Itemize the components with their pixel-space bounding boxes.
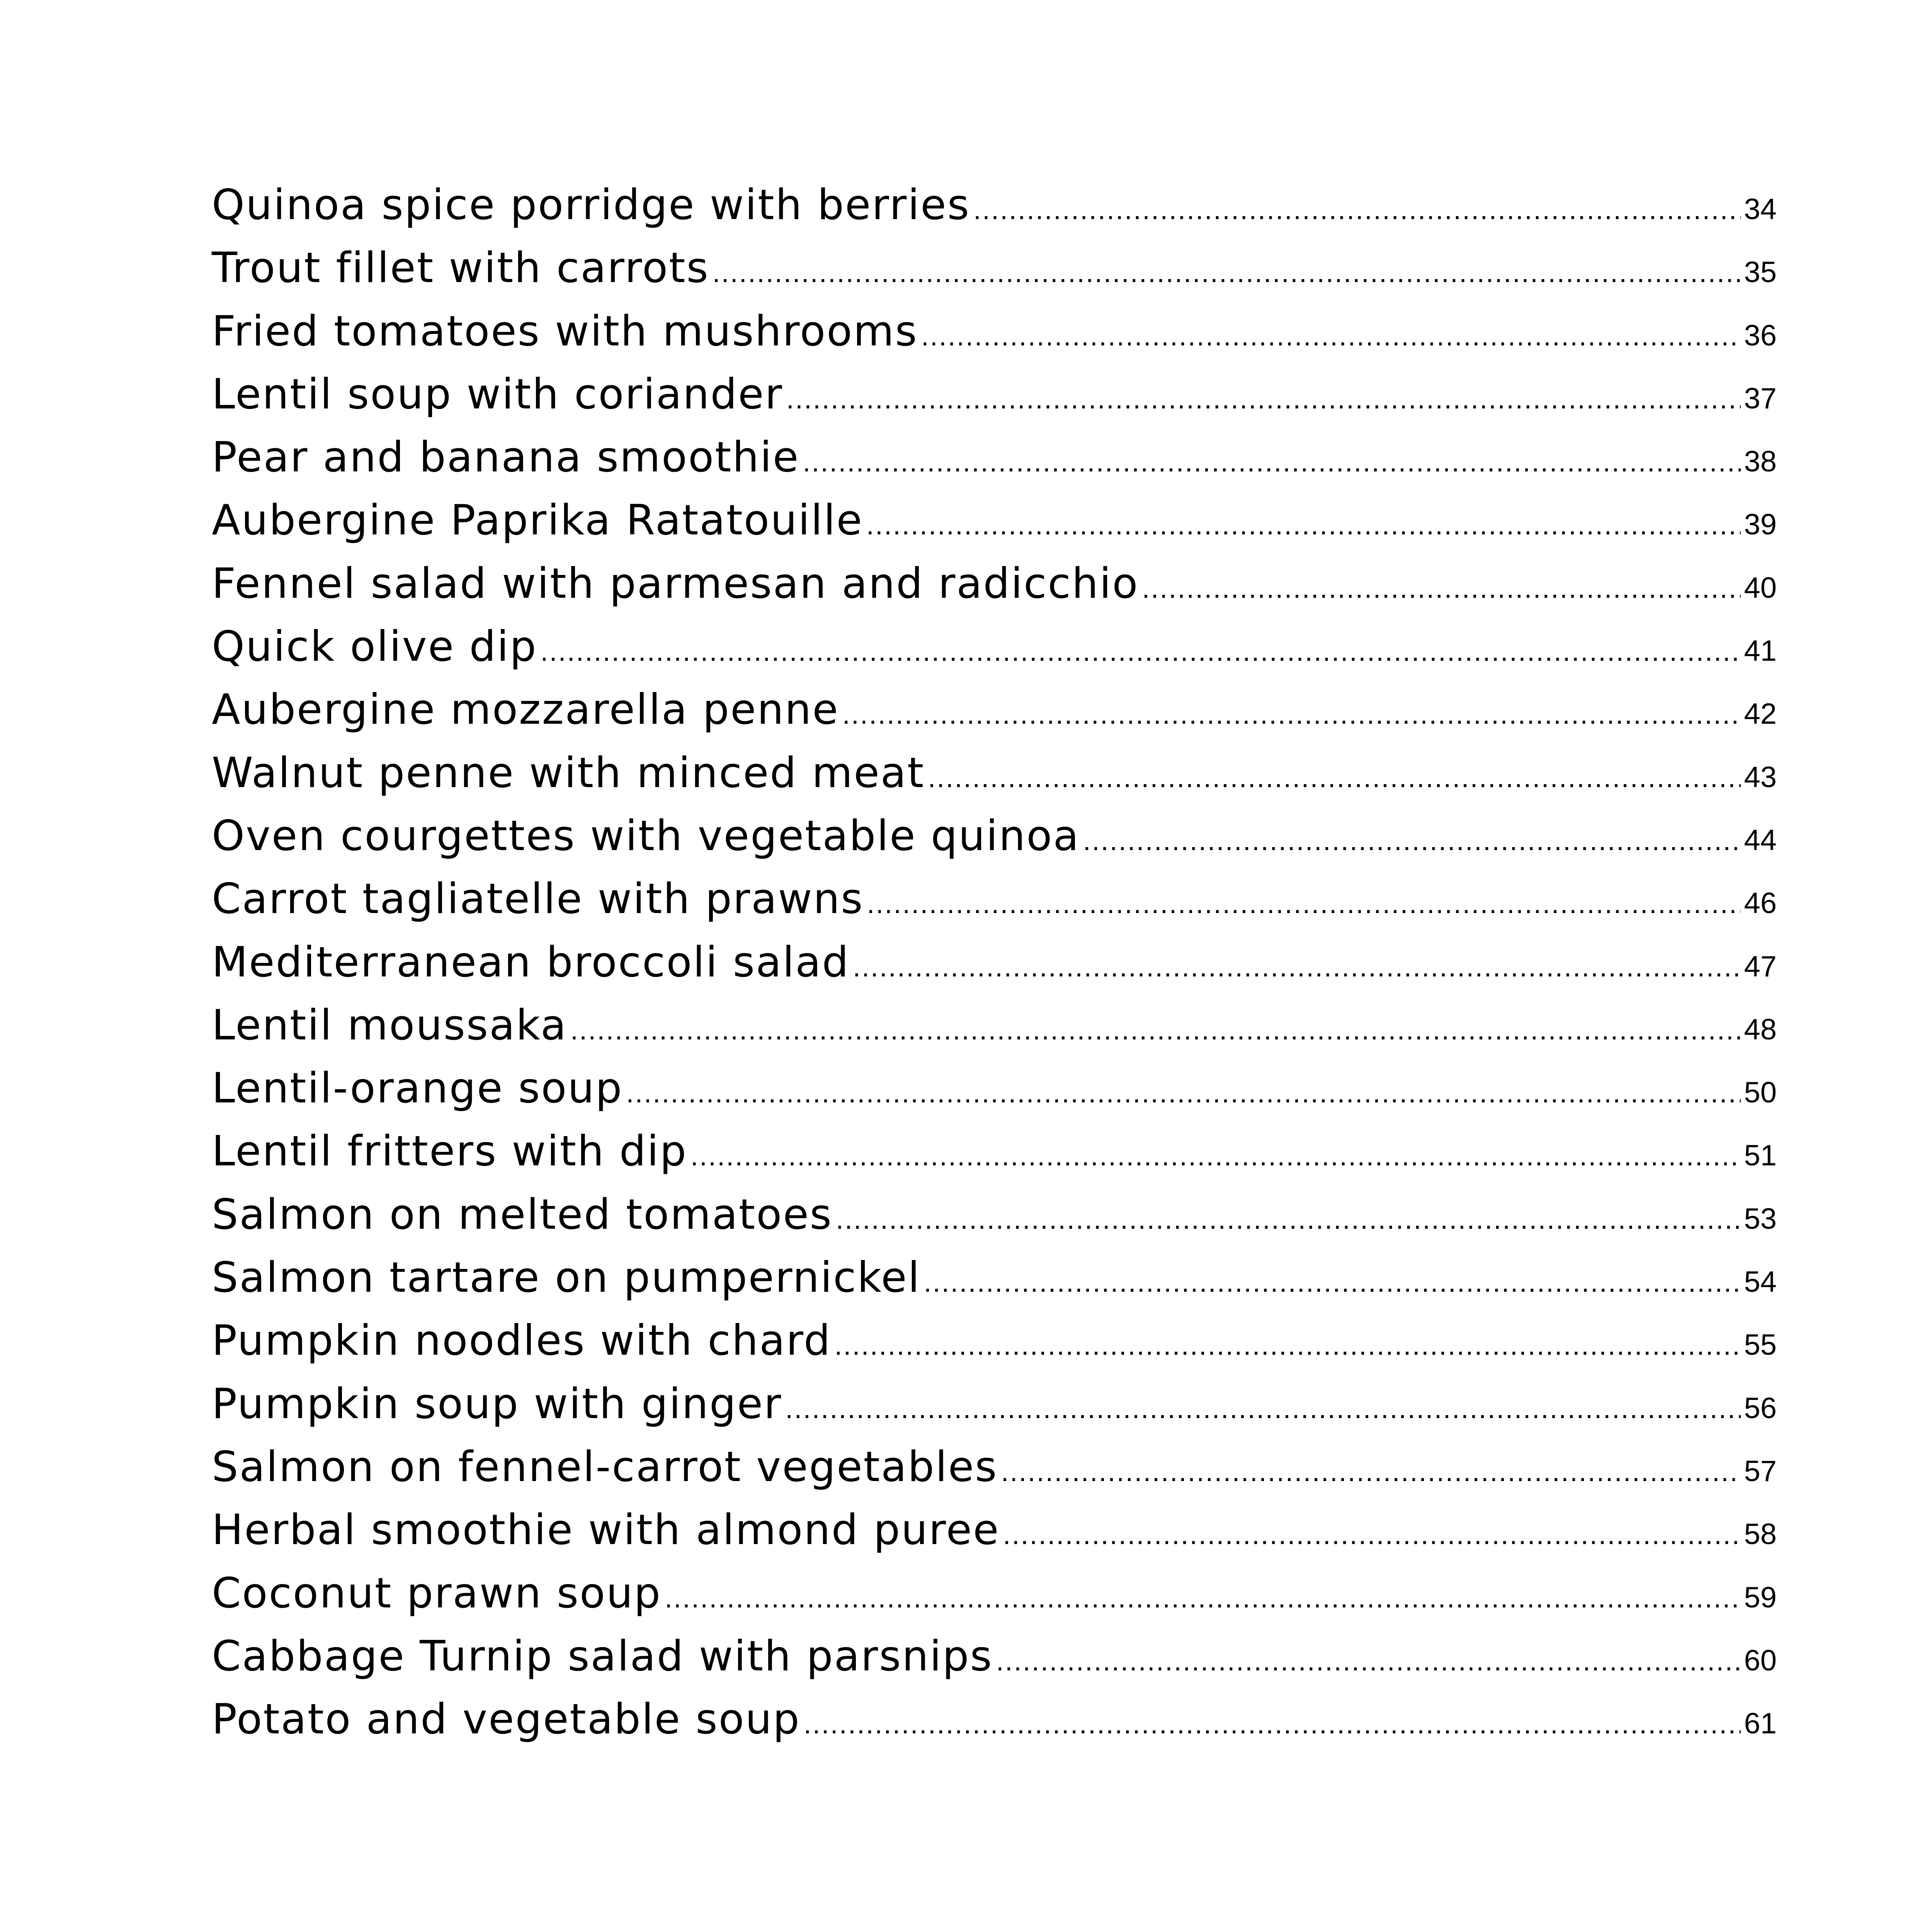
dot-leader — [1142, 573, 1741, 604]
dot-leader — [928, 762, 1741, 794]
toc-entry[interactable] — [212, 622, 1777, 685]
dot-leader — [921, 320, 1741, 352]
toc-entry-page: 60 — [1744, 1644, 1777, 1677]
dot-leader — [973, 194, 1741, 226]
toc-entry[interactable] — [212, 1695, 1777, 1758]
toc-entry[interactable] — [212, 370, 1777, 433]
toc-entry-title: Coconut prawn soup — [212, 1569, 662, 1617]
toc-entry-page: 43 — [1744, 760, 1777, 794]
toc-entry-title: Cabbage Turnip salad with parsnips — [212, 1632, 993, 1680]
dot-leader — [1083, 825, 1741, 857]
toc-entry[interactable] — [212, 1380, 1777, 1443]
toc-entry-page: 58 — [1744, 1518, 1777, 1551]
toc-entry[interactable] — [212, 1569, 1777, 1632]
toc-entry-title: Potato and vegetable soup — [212, 1695, 801, 1744]
toc-entry[interactable] — [212, 1443, 1777, 1506]
toc-entry[interactable] — [212, 749, 1777, 812]
dot-leader — [842, 699, 1741, 730]
toc-entry-page: 40 — [1744, 571, 1777, 604]
dot-leader — [853, 951, 1741, 983]
dot-leader — [541, 636, 1741, 667]
toc-entry[interactable] — [212, 1316, 1777, 1379]
toc-entry-page: 44 — [1744, 823, 1777, 857]
toc-entry-title: Lentil fritters with dip — [212, 1127, 687, 1176]
toc-entry[interactable] — [212, 1632, 1777, 1695]
toc-entry-page: 36 — [1744, 319, 1777, 352]
toc-entry-title: Herbal smoothie with almond puree — [212, 1506, 1000, 1554]
toc-entry[interactable] — [212, 433, 1777, 496]
toc-entry-page: 46 — [1744, 887, 1777, 920]
dot-leader — [867, 888, 1741, 920]
toc-entry-page: 57 — [1744, 1454, 1777, 1488]
dot-leader — [713, 257, 1741, 289]
toc-entry-title: Oven courgettes with vegetable quinoa — [212, 811, 1080, 860]
toc-entry-title: Salmon tartare on pumpernickel — [212, 1253, 921, 1302]
toc-entry-page: 37 — [1744, 382, 1777, 415]
toc-entry[interactable] — [212, 181, 1777, 244]
dot-leader — [866, 509, 1741, 541]
toc-entry-page: 55 — [1744, 1328, 1777, 1362]
toc-entry-page: 53 — [1744, 1202, 1777, 1235]
toc-entry[interactable] — [212, 1253, 1777, 1316]
toc-entry[interactable] — [212, 875, 1777, 938]
dot-leader — [803, 446, 1741, 478]
toc-entry-page: 39 — [1744, 508, 1777, 541]
toc-entry-title: Quick olive dip — [212, 622, 537, 671]
toc-entry-title: Aubergine Paprika Ratatouille — [212, 496, 863, 545]
toc-entry[interactable] — [212, 938, 1777, 1001]
toc-entry-title: Fried tomatoes with mushrooms — [212, 307, 918, 355]
toc-entry-title: Walnut penne with minced meat — [212, 748, 925, 797]
toc-entry-page: 54 — [1744, 1265, 1777, 1299]
dot-leader — [924, 1267, 1741, 1298]
toc-entry-page: 48 — [1744, 1013, 1777, 1046]
toc-entry-title: Pear and banana smoothie — [212, 433, 800, 482]
toc-entry-title: Salmon on melted tomatoes — [212, 1190, 833, 1239]
dot-leader — [1001, 1456, 1741, 1488]
toc-entry-page: 50 — [1744, 1076, 1777, 1109]
dot-leader — [786, 383, 1741, 415]
toc-entry-title: Salmon on fennel-carrot vegetables — [212, 1442, 998, 1491]
dot-leader — [996, 1645, 1741, 1677]
toc-entry[interactable] — [212, 1190, 1777, 1253]
toc-entry-title: Pumpkin noodles with chard — [212, 1316, 832, 1365]
toc-entry[interactable] — [212, 496, 1777, 559]
dot-leader — [665, 1582, 1741, 1614]
toc-entry-page: 47 — [1744, 950, 1777, 983]
toc-entry[interactable] — [212, 244, 1777, 307]
toc-entry[interactable] — [212, 1127, 1777, 1190]
dot-leader — [836, 1204, 1741, 1235]
toc-entry-page: 51 — [1744, 1139, 1777, 1172]
toc-entry-page: 59 — [1744, 1581, 1777, 1614]
toc-entry-page: 42 — [1744, 697, 1777, 731]
dot-leader — [570, 1014, 1741, 1046]
toc-entry-page: 56 — [1744, 1391, 1777, 1425]
toc-entry[interactable] — [212, 560, 1777, 622]
toc-entry[interactable] — [212, 1001, 1777, 1064]
toc-entry-page: 34 — [1744, 193, 1777, 226]
toc-entry[interactable] — [212, 685, 1777, 748]
toc-entry-title: Trout fillet with carrots — [212, 244, 709, 293]
dot-leader — [690, 1140, 1741, 1172]
toc-entry-title: Aubergine mozzarella penne — [212, 685, 839, 734]
toc-entry-title: Mediterranean broccoli salad — [212, 938, 850, 986]
toc-entry-title: Carrot tagliatelle with prawns — [212, 875, 864, 923]
toc-entry[interactable] — [212, 307, 1777, 370]
toc-entry-title: Lentil soup with coriander — [212, 370, 783, 418]
dot-leader — [626, 1077, 1741, 1109]
dot-leader — [1003, 1519, 1741, 1551]
toc-entry[interactable] — [212, 812, 1777, 875]
toc-entry-title: Lentil moussaka — [212, 1001, 568, 1049]
table-of-contents — [212, 181, 1777, 1758]
toc-entry-title: Pumpkin soup with ginger — [212, 1379, 782, 1428]
toc-entry-title: Fennel salad with parmesan and radicchio — [212, 559, 1139, 608]
toc-entry-page: 61 — [1744, 1707, 1777, 1740]
toc-entry-title: Quinoa spice porridge with berries — [212, 181, 970, 229]
toc-entry-page: 35 — [1744, 256, 1777, 289]
toc-entry-page: 41 — [1744, 634, 1777, 668]
toc-entry-title: Lentil-orange soup — [212, 1064, 623, 1113]
dot-leader — [804, 1708, 1741, 1740]
dot-leader — [835, 1330, 1741, 1361]
toc-entry[interactable] — [212, 1506, 1777, 1569]
toc-entry[interactable] — [212, 1064, 1777, 1127]
toc-entry-page: 38 — [1744, 445, 1777, 478]
dot-leader — [785, 1393, 1741, 1425]
